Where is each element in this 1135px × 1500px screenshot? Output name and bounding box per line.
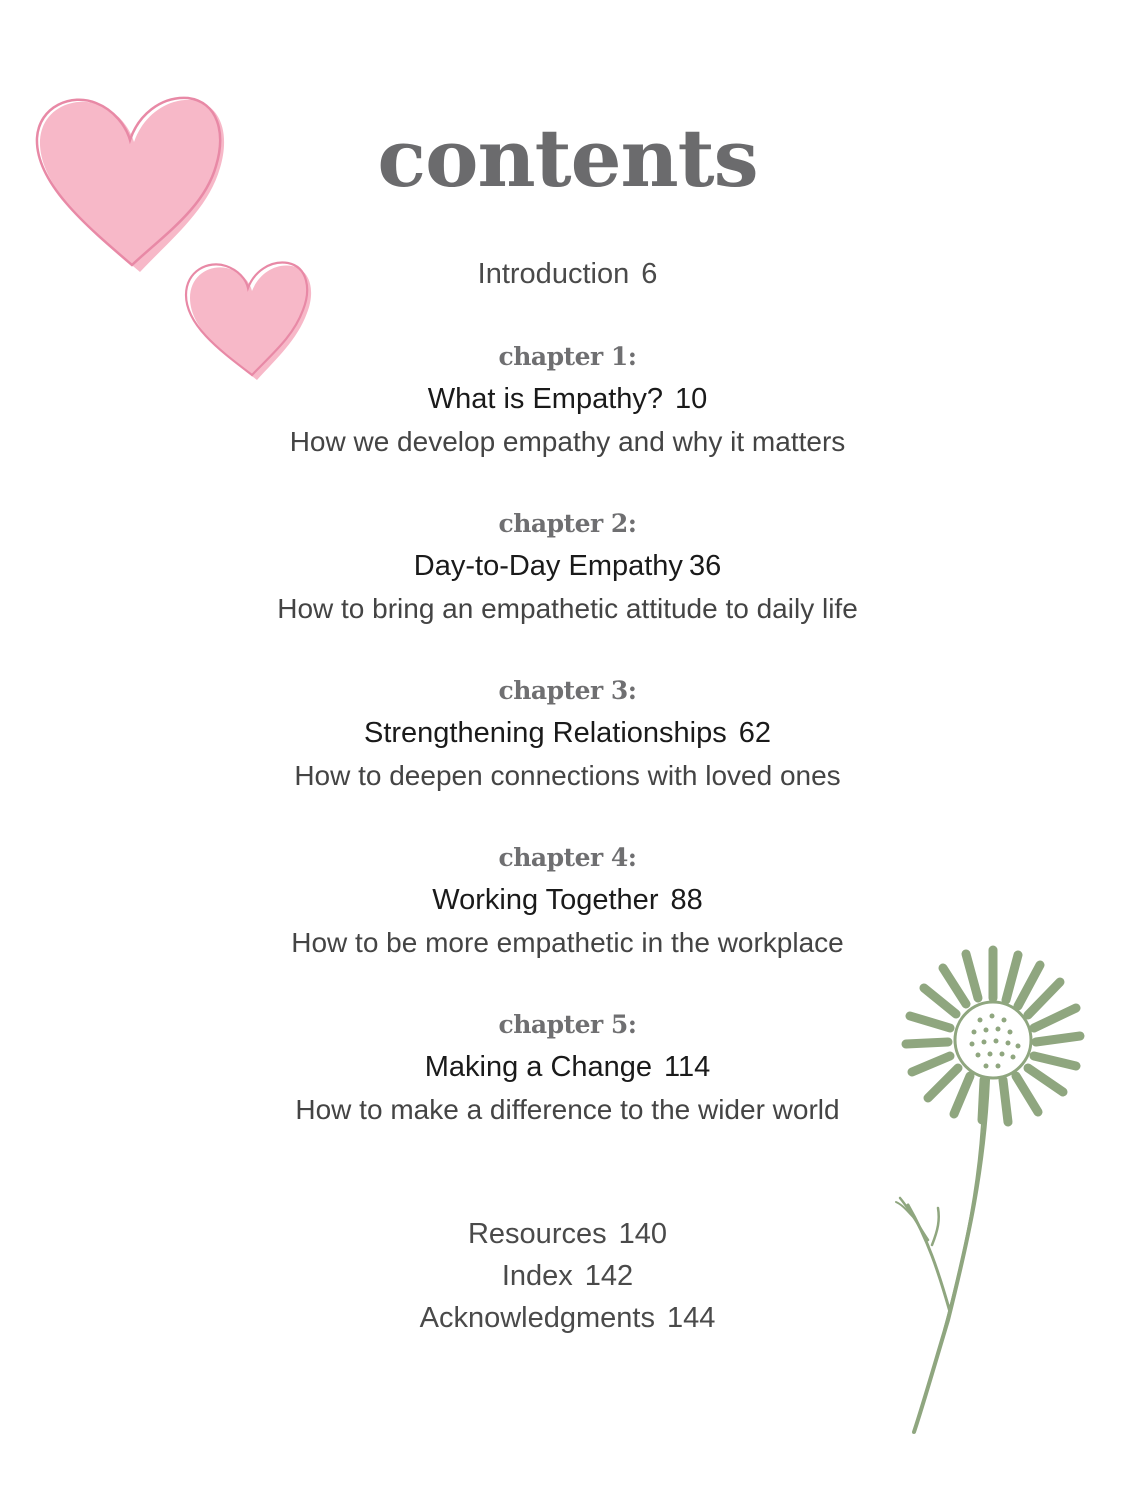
chapter-5-title: Making a Change [424,1051,653,1083]
chapter-4-label: chapter 4: [498,843,637,872]
toc-introduction[interactable] [0,258,1135,291]
chapter-3-subtitle: How to deepen connections with loved ones [294,760,841,791]
toc-introduction-page: 6 [641,258,658,290]
chapter-1-page: 10 [675,383,708,415]
chapter-4-title: Working Together [432,884,659,916]
chapter-5-label: chapter 5: [498,1010,637,1039]
chapter-4-subtitle: How to be more empathetic in the workplace [291,927,844,958]
chapter-2-entry[interactable] [0,550,1135,583]
toc-acknowledgments-page: 144 [666,1302,716,1334]
chapter-1-label: chapter 1: [498,342,637,371]
chapter-5-subtitle: How to make a difference to the wider world [295,1094,840,1125]
chapter-1-subtitle: How we develop empathy and why it matters [289,426,846,457]
toc-index-label: Index [501,1260,573,1292]
chapter-4-entry[interactable] [0,884,1135,917]
chapter-3-entry[interactable] [0,717,1135,750]
toc-resources[interactable] [0,1218,1135,1251]
toc-resources-label: Resources [467,1218,607,1250]
toc-introduction-label: Introduction [477,258,630,290]
toc-acknowledgments-label: Acknowledgments [419,1302,655,1334]
chapter-3-title: Strengthening Relationships [363,717,727,749]
chapter-5-page: 114 [664,1051,711,1083]
chapter-2-title: Day-to-Day Empathy [413,550,683,582]
toc-resources-page: 140 [618,1218,667,1250]
chapter-2-subtitle: How to bring an empathetic attitude to daily life [277,593,858,624]
chapter-1-title: What is Empathy? [427,383,664,415]
chapter-2-label: chapter 2: [498,509,637,538]
chapter-4-page: 88 [670,884,703,916]
chapter-2-page: 36 [688,550,722,582]
chapter-5-entry[interactable] [0,1051,1135,1084]
chapter-3-page: 62 [738,717,771,749]
toc-index-page: 142 [584,1260,634,1292]
chapter-3-label: chapter 3: [498,676,637,705]
toc-index[interactable] [0,1260,1135,1293]
toc-acknowledgments[interactable] [0,1302,1135,1335]
chapter-1-entry[interactable] [0,383,1135,416]
page-title: contents [377,111,758,205]
